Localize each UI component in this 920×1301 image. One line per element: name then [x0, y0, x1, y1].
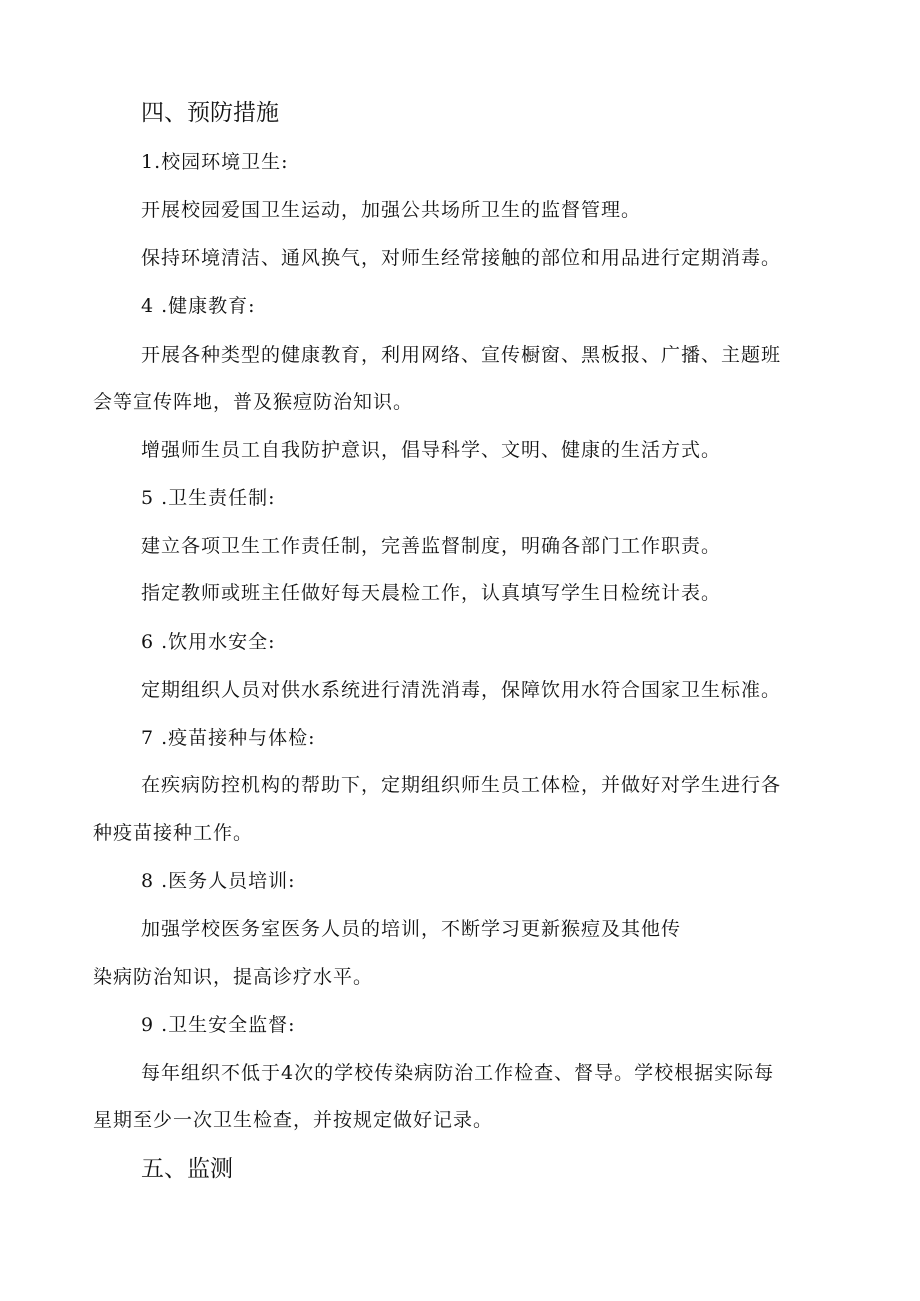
paragraph-line: 开展校园爱国卫生运动，加强公共场所卫生的监督管理。: [141, 199, 642, 221]
paragraph-line: 开展各种类型的健康教育，利用网络、宣传橱窗、黑板报、广播、主题班: [141, 344, 782, 366]
item-title-medical-training: 8 .医务人员培训:: [141, 870, 296, 892]
paragraph-line: 增强师生员工自我防护意识，倡导科学、文明、健康的生活方式。: [141, 439, 722, 461]
paragraph-line: 保持环境清洁、通风换气，对师生经常接触的部位和用品进行定期消毒。: [141, 247, 782, 269]
item-title-vaccination: 7 .疫苗接种与体检:: [141, 727, 316, 749]
section-heading-prevention: 四、预防措施: [141, 100, 279, 126]
paragraph-line: 在疾病防控机构的帮助下，定期组织师生员工体检，并做好对学生进行各: [141, 774, 782, 796]
paragraph-line: 星期至少一次卫生检查，并按规定做好记录。: [93, 1109, 494, 1131]
item-title-health-education: 4 .健康教育:: [141, 295, 256, 317]
item-title-campus-hygiene: 1.校园环境卫生:: [141, 151, 289, 173]
paragraph-line: 染病防治知识，提高诊疗水平。: [93, 966, 374, 988]
paragraph-line: 定期组织人员对供水系统进行清洗消毒，保障饮用水符合国家卫生标准。: [141, 679, 782, 701]
paragraph-line: 加强学校医务室医务人员的培训，不断学习更新猴痘及其他传: [141, 918, 682, 940]
paragraph-line: 指定教师或班主任做好每天晨检工作，认真填写学生日检统计表。: [141, 582, 722, 604]
paragraph-line: 种疫苗接种工作。: [93, 822, 254, 844]
paragraph-line: 会等宣传阵地，普及猴痘防治知识。: [93, 391, 414, 413]
item-title-drinking-water: 6 .饮用水安全:: [141, 631, 276, 653]
item-title-hygiene-responsibility: 5 .卫生责任制:: [141, 487, 276, 509]
item-title-safety-supervision: 9 .卫生安全监督:: [141, 1014, 296, 1036]
paragraph-line: 建立各项卫生工作责任制，完善监督制度，明确各部门工作职责。: [141, 535, 722, 557]
section-heading-monitoring: 五、监测: [141, 1156, 233, 1182]
paragraph-line: 每年组织不低于4次的学校传染病防治工作检查、督导。学校根据实际每: [141, 1062, 775, 1084]
